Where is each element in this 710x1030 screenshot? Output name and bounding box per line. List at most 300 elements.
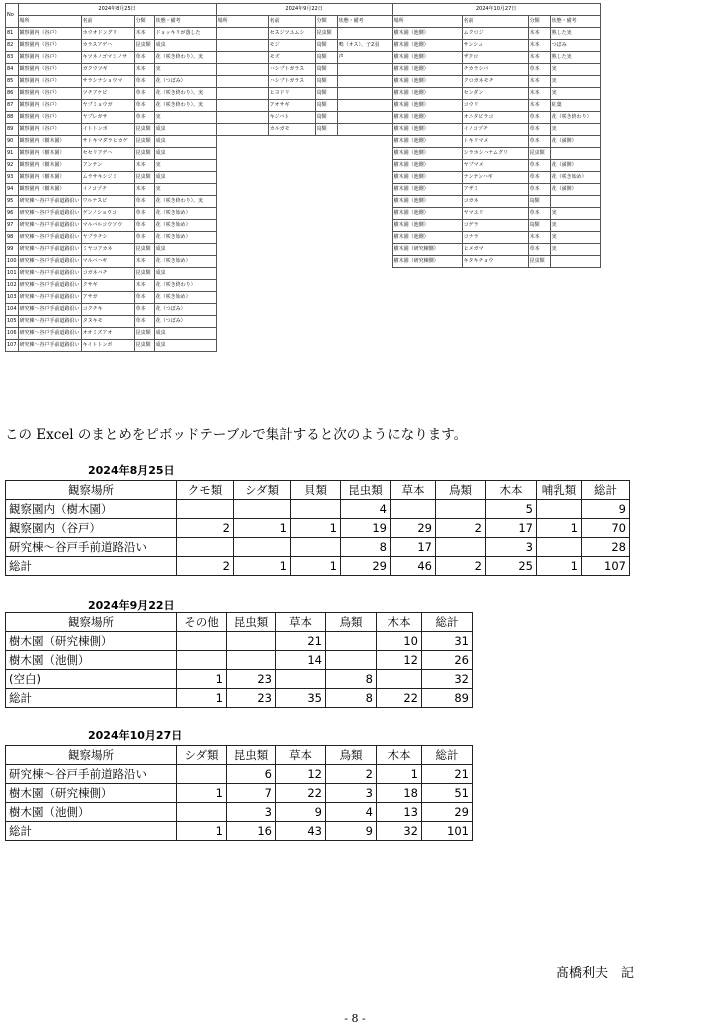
pivot-cell: 8 — [326, 670, 377, 689]
sheet-cell: 成虫 — [154, 124, 216, 136]
pivot-cell: 6 — [227, 765, 276, 784]
sheet-cell: 樹木園（池側） — [392, 28, 462, 40]
sheet-cell: 草本 — [528, 124, 550, 136]
pivot-cell: 1 — [177, 689, 227, 708]
sheet-cell: ハシブトガラス — [268, 64, 315, 76]
sheet-row-number: 105 — [6, 316, 19, 328]
sheet-column-header: 状態・備考 — [337, 16, 392, 28]
sheet-row — [6, 100, 601, 112]
sheet-cell: ゲンノショウコ — [81, 208, 134, 220]
sheet-row — [6, 124, 601, 136]
sheet-cell: 研究棟〜谷戸手前道路沿い — [18, 268, 81, 280]
pivot-cell: 10 — [377, 632, 422, 651]
pivot-row — [6, 651, 473, 670]
pivot-cell — [537, 538, 582, 557]
pivot-column-header: 貝類 — [291, 481, 341, 500]
sheet-column-header: 名前 — [462, 16, 528, 28]
sheet-row-number: 89 — [6, 124, 19, 136]
sheet-cell: 木本 — [134, 64, 154, 76]
sheet-cell: 昆虫類 — [134, 136, 154, 148]
sheet-row-number: 91 — [6, 148, 19, 160]
pivot-cell — [291, 538, 341, 557]
sheet-empty-cell — [315, 328, 337, 340]
sheet-row-number: 92 — [6, 160, 19, 172]
pivot-row-label: 総計 — [6, 822, 177, 841]
sheet-cell: 実 — [550, 208, 600, 220]
sheet-cell: ハシブトガラス — [268, 76, 315, 88]
pivot-row — [6, 765, 473, 784]
sheet-cell: マルバルコウソウ — [81, 220, 134, 232]
sheet-row — [6, 268, 601, 280]
sheet-cell: カルガモ — [268, 124, 315, 136]
sheet-row — [6, 256, 601, 268]
sheet-row — [6, 292, 601, 304]
sheet-empty-cell — [528, 292, 550, 304]
spreadsheet-body — [6, 4, 601, 352]
sheet-cell: つぼみ — [550, 40, 600, 52]
sheet-cell — [337, 112, 392, 124]
sheet-cell: 樹木園（研究棟側） — [392, 256, 462, 268]
pivot-column-header: 草本 — [276, 746, 326, 765]
sheet-cell — [216, 28, 268, 40]
sheet-row-number: 82 — [6, 40, 19, 52]
sheet-cell: 研究棟〜谷戸手前道路沿い — [18, 220, 81, 232]
sheet-cell: 花（咲き終わり）、実 — [154, 88, 216, 100]
pivot-column-header: 草本 — [391, 481, 436, 500]
pivot-cell — [326, 651, 377, 670]
pivot-cell: 22 — [276, 784, 326, 803]
sheet-empty-cell — [216, 280, 268, 292]
sheet-cell: 研究棟〜谷戸手前道路沿い — [18, 280, 81, 292]
sheet-cell: 花（つぼみ） — [154, 304, 216, 316]
pivot-cell: 89 — [422, 689, 473, 708]
sheet-cell: 成虫 — [154, 340, 216, 352]
pivot-row-label: 総計 — [6, 557, 177, 576]
sheet-row-number: 97 — [6, 220, 19, 232]
sheet-cell: イノコヅチ — [462, 124, 528, 136]
pivot-cell: 21 — [276, 632, 326, 651]
sheet-row-number: 101 — [6, 268, 19, 280]
sheet-cell: 鳴（オス）、子2羽 — [337, 40, 392, 52]
sheet-empty-cell — [268, 184, 315, 196]
sheet-row — [6, 64, 601, 76]
pivot-cell: 2 — [436, 519, 486, 538]
sheet-empty-cell — [462, 304, 528, 316]
sheet-row — [6, 340, 601, 352]
sheet-row — [6, 88, 601, 100]
sheet-cell: 昆虫類 — [134, 244, 154, 256]
sheet-empty-cell — [268, 208, 315, 220]
sheet-cell: 木本 — [528, 28, 550, 40]
sheet-cell: ヤブミョウガ — [81, 100, 134, 112]
sheet-empty-cell — [315, 208, 337, 220]
sheet-cell — [337, 64, 392, 76]
sheet-cell: 観察園内（樹木園） — [18, 160, 81, 172]
pivot-cell: 51 — [422, 784, 473, 803]
sheet-cell: コナラ — [462, 232, 528, 244]
sheet-empty-cell — [268, 196, 315, 208]
sheet-cell: 草本 — [134, 292, 154, 304]
sheet-empty-cell — [216, 148, 268, 160]
pivot-table-1 — [5, 480, 630, 576]
sheet-cell: サンシュ — [462, 40, 528, 52]
pivot-header-row — [6, 481, 630, 500]
sheet-row-number: 95 — [6, 196, 19, 208]
pivot-cell: 1 — [177, 784, 227, 803]
pivot-cell: 2 — [326, 765, 377, 784]
sheet-cell: チカラシバ — [462, 64, 528, 76]
sheet-cell: コゲラ — [462, 220, 528, 232]
pivot-cell: 12 — [377, 651, 422, 670]
sheet-column-header: 状態・備考 — [154, 16, 216, 28]
pivot-cell: 101 — [422, 822, 473, 841]
sheet-cell: サトキマダラヒカゲ — [81, 136, 134, 148]
pivot-column-header: その他 — [177, 613, 227, 632]
pivot-row-label: 観察園内（樹木園） — [6, 500, 177, 519]
pivot-cell: 4 — [341, 500, 391, 519]
sheet-empty-cell — [268, 148, 315, 160]
sheet-cell: 草本 — [134, 316, 154, 328]
pivot-cell: 2 — [177, 557, 234, 576]
sheet-empty-cell — [315, 160, 337, 172]
pivot-cell: 31 — [422, 632, 473, 651]
sheet-cell: 昆虫類 — [315, 28, 337, 40]
pivot-row — [6, 784, 473, 803]
pivot-cell: 18 — [377, 784, 422, 803]
pivot-cell: 1 — [291, 557, 341, 576]
sheet-cell: 実 — [550, 64, 600, 76]
sheet-cell: 花（咲き終わり）、実 — [154, 100, 216, 112]
pivot-cell: 7 — [227, 784, 276, 803]
sheet-empty-cell — [392, 340, 462, 352]
pivot-cell — [391, 500, 436, 519]
sheet-cell: 研究棟〜谷戸手前道路沿い — [18, 292, 81, 304]
sheet-cell — [550, 196, 600, 208]
sheet-cell: オオミズアオ — [81, 328, 134, 340]
sheet-cell: 観察園内（樹木園） — [18, 172, 81, 184]
sheet-row-number: 98 — [6, 232, 19, 244]
sheet-empty-cell — [268, 292, 315, 304]
sheet-column-header: 名前 — [268, 16, 315, 28]
sheet-empty-cell — [315, 292, 337, 304]
sheet-cell: 鳥類 — [315, 124, 337, 136]
pivot-row — [6, 632, 473, 651]
sheet-cell: 実 — [154, 184, 216, 196]
sheet-empty-cell — [550, 280, 600, 292]
pivot-cell: 22 — [377, 689, 422, 708]
sheet-cell: 実 — [550, 88, 600, 100]
pivot-row-label: 樹木園（池側） — [6, 803, 177, 822]
sheet-empty-cell — [550, 292, 600, 304]
sheet-cell: 樹木園（池側） — [392, 88, 462, 100]
pivot-row — [6, 538, 630, 557]
sheet-cell — [337, 124, 392, 136]
pivot-cell: 29 — [391, 519, 436, 538]
pivot-cell: 19 — [341, 519, 391, 538]
sheet-empty-cell — [337, 292, 392, 304]
sheet-column-header: 分類 — [134, 16, 154, 28]
sheet-cell — [216, 124, 268, 136]
sheet-cell: アンテン — [81, 160, 134, 172]
sheet-empty-cell — [337, 184, 392, 196]
sheet-empty-cell — [315, 232, 337, 244]
sheet-cell: 樹木園（池側） — [392, 172, 462, 184]
pivot-column-header: 総計 — [422, 613, 473, 632]
sheet-cell: ムラサキシジミ — [81, 172, 134, 184]
sheet-cell: 観察園内（谷戸） — [18, 52, 81, 64]
pivot-cell: 32 — [377, 822, 422, 841]
sheet-empty-cell — [216, 256, 268, 268]
pivot-row-label: 研究棟〜谷戸手前道路沿い — [6, 765, 177, 784]
pivot-row — [6, 557, 630, 576]
sheet-row-number: 102 — [6, 280, 19, 292]
sheet-date-2: 2024年9月22日 — [216, 4, 392, 16]
sheet-cell: モズ — [268, 52, 315, 64]
sheet-cell: 草本 — [134, 100, 154, 112]
pivot-cell: 25 — [486, 557, 537, 576]
sheet-empty-cell — [528, 268, 550, 280]
sheet-empty-cell — [337, 220, 392, 232]
sheet-empty-cell — [337, 268, 392, 280]
sheet-cell: 樹木園（池側） — [392, 52, 462, 64]
sheet-cell: 樹木園（池側） — [392, 220, 462, 232]
sheet-empty-cell — [550, 328, 600, 340]
pivot-cell: 3 — [326, 784, 377, 803]
pivot-cell — [227, 632, 276, 651]
pivot-cell: 1 — [234, 519, 291, 538]
sheet-cell: 昆虫類 — [134, 268, 154, 280]
pivot-cell: 43 — [276, 822, 326, 841]
sheet-cell: アザミ — [462, 184, 528, 196]
sheet-cell: アオサギ — [268, 100, 315, 112]
pivot-cell: 1 — [377, 765, 422, 784]
sheet-cell: キツネノゴマミノサ — [81, 52, 134, 64]
sheet-cell: カラスアゲハ — [81, 40, 134, 52]
pivot-cell — [291, 500, 341, 519]
pivot-row-label: 研究棟〜谷戸手前道路沿い — [6, 538, 177, 557]
pivot-cell: 46 — [391, 557, 436, 576]
sheet-empty-cell — [337, 316, 392, 328]
sheet-row — [6, 112, 601, 124]
sheet-cell: 花（咲き終わり） — [154, 280, 216, 292]
sheet-cell: ヤブラチシ — [81, 232, 134, 244]
sheet-cell: 草本 — [528, 172, 550, 184]
sheet-cell: 花（咲き終わり）、実 — [154, 52, 216, 64]
page-number: - 8 - — [344, 1012, 366, 1025]
sheet-empty-cell — [337, 136, 392, 148]
pivot-row-label: 樹木園（研究棟側） — [6, 632, 177, 651]
sheet-row — [6, 184, 601, 196]
sheet-empty-cell — [337, 244, 392, 256]
sheet-cell: 花（咲き始め） — [154, 256, 216, 268]
pivot-column-header: シダ類 — [234, 481, 291, 500]
pivot-row-label: 総計 — [6, 689, 177, 708]
pivot-column-header: 昆虫類 — [341, 481, 391, 500]
sheet-cell — [337, 88, 392, 100]
sheet-cell: 草本 — [528, 136, 550, 148]
pivot-column-header: 昆虫類 — [227, 613, 276, 632]
sheet-row-number: 103 — [6, 292, 19, 304]
sheet-cell: 昆虫類 — [134, 40, 154, 52]
sheet-cell: 草本 — [528, 184, 550, 196]
sheet-cell: 草本 — [528, 112, 550, 124]
sheet-empty-cell — [337, 340, 392, 352]
sheet-cell: 草本 — [134, 76, 154, 88]
sheet-cell: 樹木園（研究棟側） — [392, 244, 462, 256]
pivot-column-header: 観察場所 — [6, 746, 177, 765]
pivot-cell — [177, 765, 227, 784]
sheet-empty-cell — [216, 184, 268, 196]
pivot-cell: 29 — [341, 557, 391, 576]
pivot-column-header: 総計 — [422, 746, 473, 765]
sheet-cell: 実 — [550, 232, 600, 244]
pivot-cell: 16 — [227, 822, 276, 841]
pivot-cell: 17 — [486, 519, 537, 538]
sheet-empty-cell — [462, 328, 528, 340]
sheet-row — [6, 136, 601, 148]
sheet-empty-cell — [216, 160, 268, 172]
sheet-cell: 観察園内（谷戸） — [18, 88, 81, 100]
sheet-empty-cell — [315, 148, 337, 160]
sheet-cell: イトトンボ — [81, 124, 134, 136]
sheet-cell: 草本 — [134, 52, 154, 64]
sheet-cell: 昆虫類 — [134, 340, 154, 352]
pivot-cell: 2 — [436, 557, 486, 576]
sheet-cell — [216, 100, 268, 112]
sheet-empty-cell — [216, 340, 268, 352]
sheet-cell: 研究棟〜谷戸手前道路沿い — [18, 244, 81, 256]
sheet-cell: 鳥類 — [528, 220, 550, 232]
sheet-empty-cell — [315, 136, 337, 148]
sheet-empty-cell — [268, 280, 315, 292]
sheet-empty-cell — [337, 148, 392, 160]
sheet-cell: 樹木園（池側） — [392, 160, 462, 172]
pivot-cell — [227, 651, 276, 670]
pivot-cell — [436, 500, 486, 519]
sheet-cell: ミヤコアカネ — [81, 244, 134, 256]
sheet-date-row — [6, 4, 601, 16]
sheet-row — [6, 232, 601, 244]
pivot-column-header: クモ類 — [177, 481, 234, 500]
sheet-empty-cell — [392, 280, 462, 292]
sheet-cell: 花（満開） — [550, 184, 600, 196]
pivot-column-header: 総計 — [582, 481, 630, 500]
sheet-cell: 花（つぼみ） — [154, 76, 216, 88]
sheet-empty-cell — [315, 196, 337, 208]
pivot-cell: 32 — [422, 670, 473, 689]
sheet-empty-cell — [528, 304, 550, 316]
sheet-cell: 樹木園（池側） — [392, 208, 462, 220]
sheet-cell: クサギ — [81, 280, 134, 292]
sheet-cell: 花（咲き始め） — [154, 292, 216, 304]
pivot-column-header: 草本 — [276, 613, 326, 632]
pivot-cell — [537, 500, 582, 519]
sheet-cell: 昆虫類 — [134, 148, 154, 160]
sheet-cell — [337, 28, 392, 40]
sheet-cell: 草本 — [134, 304, 154, 316]
pivot-cell: 1 — [177, 670, 227, 689]
sheet-cell — [337, 100, 392, 112]
pivot-column-header: 昆虫類 — [227, 746, 276, 765]
sheet-cell: 木本 — [134, 280, 154, 292]
sheet-empty-cell — [550, 304, 600, 316]
pivot-column-header: シダ類 — [177, 746, 227, 765]
sheet-cell: 研究棟〜谷戸手前道路沿い — [18, 232, 81, 244]
sheet-cell: 実 — [550, 244, 600, 256]
sheet-empty-cell — [216, 292, 268, 304]
sheet-cell: キジバト — [268, 112, 315, 124]
sheet-cell: 昆虫類 — [134, 328, 154, 340]
sheet-empty-cell — [392, 328, 462, 340]
sheet-cell: 鳥類 — [528, 196, 550, 208]
sheet-empty-cell — [315, 280, 337, 292]
sheet-column-header: 場所 — [216, 16, 268, 28]
sheet-cell: セセリアゲハ — [81, 148, 134, 160]
sheet-cell: 昆虫類 — [134, 124, 154, 136]
sheet-cell: 樹木園（池側） — [392, 40, 462, 52]
sheet-cell: キタキチョウ — [462, 256, 528, 268]
sheet-empty-cell — [216, 268, 268, 280]
sheet-cell: 研究棟〜谷戸手前道路沿い — [18, 304, 81, 316]
sheet-empty-cell — [315, 340, 337, 352]
sheet-cell: 花（咲き始め） — [550, 172, 600, 184]
sheet-cell: 草本 — [134, 208, 154, 220]
sheet-empty-cell — [216, 220, 268, 232]
pivot-cell: 9 — [582, 500, 630, 519]
sheet-row — [6, 208, 601, 220]
pivot-cell: 23 — [227, 670, 276, 689]
sheet-empty-cell — [337, 196, 392, 208]
sheet-cell: 実 — [550, 76, 600, 88]
sheet-cell: 木本 — [528, 76, 550, 88]
sheet-cell: ツチアケビ — [81, 88, 134, 100]
sheet-cell: コウリ — [462, 100, 528, 112]
sheet-cell: 木本 — [134, 160, 154, 172]
sheet-cell: キイトトンボ — [81, 340, 134, 352]
sheet-cell: 木本 — [134, 28, 154, 40]
sheet-row-number: 99 — [6, 244, 19, 256]
sheet-cell: 観察園内（谷戸） — [18, 124, 81, 136]
sheet-empty-cell — [268, 220, 315, 232]
sheet-cell: 実 — [154, 160, 216, 172]
sheet-empty-cell — [315, 244, 337, 256]
sheet-row-number: 107 — [6, 340, 19, 352]
sheet-cell — [216, 64, 268, 76]
sheet-empty-cell — [462, 280, 528, 292]
sheet-cell: 花（咲き始め） — [154, 208, 216, 220]
sheet-empty-cell — [268, 160, 315, 172]
sheet-cell: 声 — [337, 52, 392, 64]
sheet-empty-cell — [315, 268, 337, 280]
pivot-column-header: 観察場所 — [6, 613, 177, 632]
sheet-cell: 観察園内（谷戸） — [18, 76, 81, 88]
sheet-empty-cell — [315, 316, 337, 328]
pivot-cell: 1 — [234, 557, 291, 576]
pivot-cell: 8 — [341, 538, 391, 557]
sheet-cell: 成虫 — [154, 40, 216, 52]
sheet-empty-cell — [392, 304, 462, 316]
sheet-cell: サラシナショウマ — [81, 76, 134, 88]
sheet-cell: 樹木園（池側） — [392, 184, 462, 196]
sheet-no-header: No — [6, 4, 19, 28]
sheet-row-number: 94 — [6, 184, 19, 196]
pivot-row — [6, 689, 473, 708]
sheet-empty-cell — [392, 292, 462, 304]
sheet-cell: 木本 — [528, 232, 550, 244]
sheet-empty-cell — [337, 172, 392, 184]
sheet-cell: 研究棟〜谷戸手前道路沿い — [18, 256, 81, 268]
pivot-title-3: 2024年10月27日 — [88, 729, 183, 742]
